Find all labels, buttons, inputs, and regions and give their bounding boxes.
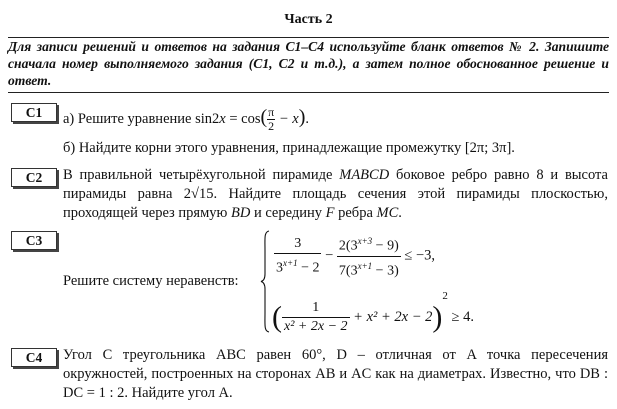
c2-text-4: ребра — [334, 205, 377, 221]
ineq1-rhs: ≤ −3, — [404, 247, 435, 264]
ineq1-frac1-den-tail: − 2 — [297, 260, 320, 276]
ineq2-exp: 2 — [442, 290, 448, 302]
bottom-rule — [8, 92, 609, 93]
c2-text-5: . — [398, 205, 402, 221]
c2-f: F — [325, 205, 335, 221]
ineq2-den: x² + 2x − 2 — [284, 319, 348, 335]
task-c4-text: Угол C треугольника ABC равен 60°, D – отличная от A точка пересечения окружностей, построенных на сторонах AB и AC как на диаметрах. Известно, что DB : DC = 1 : 2. Найдите угол A. — [63, 347, 608, 401]
task-label-c2: C2 — [11, 168, 57, 187]
ineq1-frac1-num: 3 — [274, 235, 321, 254]
instructions: Для записи решений и ответов на задания С1–С4 используйте бланк ответов № 2. Запишите сначала номер выполняемого задания (С1, С2 и т.д.), а затем полное обоснованное решение и ответ. — [8, 39, 609, 88]
ineq1-frac1-den-exp: x+1 — [283, 257, 298, 268]
ineq1-frac1-den — [274, 254, 321, 278]
part-title: Часть 2 — [284, 12, 333, 27]
ineq1-minus: − — [325, 247, 334, 264]
c1a-mid: = cos — [225, 110, 261, 127]
ineq1-frac2-num — [337, 232, 401, 257]
task-c2-text — [63, 166, 608, 223]
c3-system — [260, 230, 560, 333]
c3-inequality-1 — [274, 232, 435, 280]
ineq1-frac2-den-tail: − 3) — [372, 263, 399, 279]
c1a-end: . — [305, 110, 309, 127]
task-label-c4: C4 — [11, 348, 57, 367]
task-c1-part-b: б) Найдите корни этого уравнения, принадлежащие промежутку [2π; 3π]. — [63, 140, 515, 156]
c1a-minus-x: − x — [275, 110, 299, 127]
c2-text-2: боковое ребро равно 8 и высота пирамиды равна 2√15. Найдите площадь сечения этой пирамиды плоскостью, проходящей через прямую — [63, 167, 608, 221]
ineq2-mid: + x² + 2x − 2 — [353, 309, 433, 326]
c1a-two: 2 — [268, 119, 275, 133]
c1a-prefix: а) Решите уравнение sin2 — [63, 110, 220, 127]
c3-inequality-2: ( $\frac{1}{\text{x² + 2x − 2}}$ + x² + 2x − 2)$^2$ ≥ 4. — [272, 290, 474, 335]
c3-lead: Решите систему неравенств: — [63, 273, 239, 289]
c2-text-1: В правильной четырёхугольной пирамиде — [63, 167, 340, 183]
system-brace — [260, 230, 270, 333]
task-c1-part-a: а) Решите уравнение sin2x = cos( $\frac{\pi}{2}$ − x). — [63, 105, 309, 133]
task-label-c3: C3 — [11, 231, 57, 250]
ineq1-frac1-den-base: 3 — [276, 260, 283, 276]
task-label-c1: C1 — [11, 103, 57, 122]
ineq1-frac2-num-exp: x+3 — [357, 236, 373, 246]
ineq2-num: 1 — [282, 299, 350, 318]
c1a-var: x — [219, 110, 226, 127]
c1a-pi: π — [268, 105, 275, 119]
ineq1-frac2-den-base: 7(3 — [338, 263, 358, 279]
ineq1-frac2-den — [337, 257, 401, 281]
ineq1-frac2-num-base: 2(3 — [338, 238, 358, 254]
c2-pyramid: MABCD — [339, 167, 390, 183]
c2-bd: BD — [230, 205, 251, 221]
ineq2-rhs: ≥ 4. — [451, 309, 474, 326]
c2-text-3: и середину — [250, 205, 326, 221]
ineq1-frac2-num-tail: − 9) — [372, 238, 399, 254]
ineq1-frac2-den-exp: x+1 — [357, 260, 373, 271]
c2-mc: MC — [376, 205, 399, 221]
